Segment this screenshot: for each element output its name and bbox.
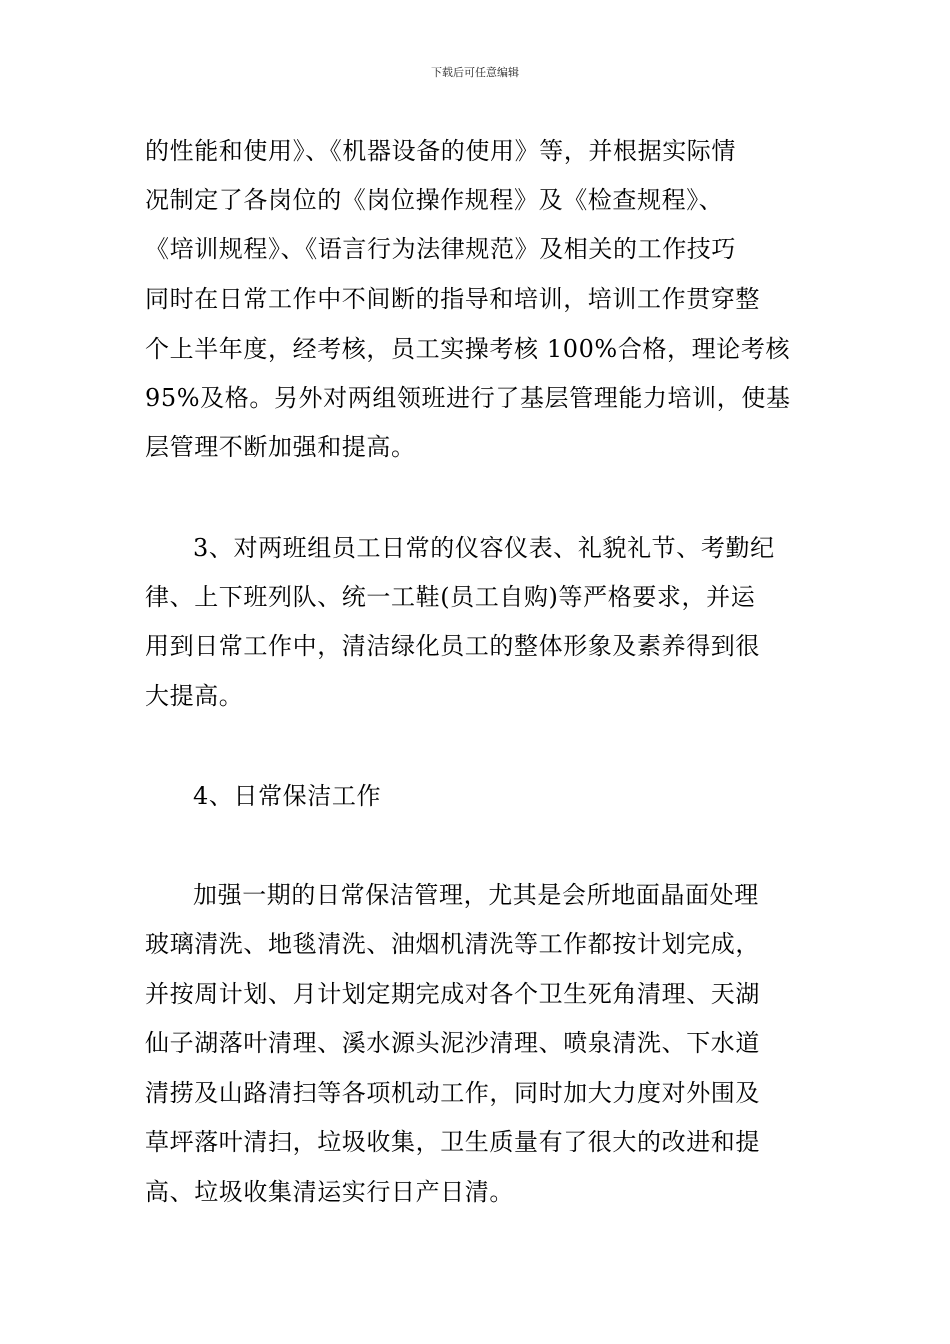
paragraph-line: 玻璃清洗、地毯清洗、油烟机清洗等工作都按计划完成， bbox=[145, 930, 760, 958]
paragraph-line: 加强一期的日常保洁管理，尤其是会所地面晶面处理 bbox=[193, 881, 759, 909]
paragraph-line: 清捞及山路清扫等各项机动工作，同时加大力度对外围及 bbox=[145, 1079, 760, 1107]
paragraph-line: 的性能和使用》、《机器设备的使用》等，并根据实际情 bbox=[145, 137, 736, 165]
paragraph-line: 草坪落叶清扫，垃圾收集，卫生质量有了很大的改进和提 bbox=[145, 1128, 760, 1156]
paragraph-line: 用到日常工作中，清洁绿化员工的整体形象及素养得到很 bbox=[145, 632, 760, 660]
paragraph-line: 况制定了各岗位的《岗位操作规程》及《检查规程》、 bbox=[145, 186, 724, 214]
paragraph-line: 3、对两班组员工日常的仪容仪表、礼貌礼节、考勤纪 bbox=[193, 534, 775, 562]
paragraph-line: 《培训规程》、《语言行为法律规范》及相关的工作技巧 bbox=[145, 235, 736, 263]
page-header: 下载后可任意编辑 bbox=[431, 66, 519, 79]
paragraph-line: 并按周计划、月计划定期完成对各个卫生死角清理、天湖 bbox=[145, 980, 760, 1008]
section-heading: 4、日常保洁工作 bbox=[193, 782, 382, 810]
paragraph-line: 同时在日常工作中不间断的指导和培训，培训工作贯穿整 bbox=[145, 285, 760, 313]
paragraph-line: 律、上下班列队、统一工鞋(员工自购)等严格要求，并运 bbox=[145, 583, 756, 611]
paragraph-line: 个上半年度，经考核，员工实操考核 100%合格，理论考核 bbox=[145, 335, 791, 363]
paragraph-line: 仙子湖落叶清理、溪水源头泥沙清理、喷泉清洗、下水道 bbox=[145, 1029, 760, 1057]
paragraph-line: 层管理不断加强和提高。 bbox=[145, 433, 416, 461]
paragraph-line: 95%及格。另外对两组领班进行了基层管理能力培训，使基 bbox=[145, 384, 791, 412]
paragraph-line: 大提高。 bbox=[145, 682, 244, 710]
paragraph-line: 高、垃圾收集清运实行日产日清。 bbox=[145, 1178, 514, 1206]
